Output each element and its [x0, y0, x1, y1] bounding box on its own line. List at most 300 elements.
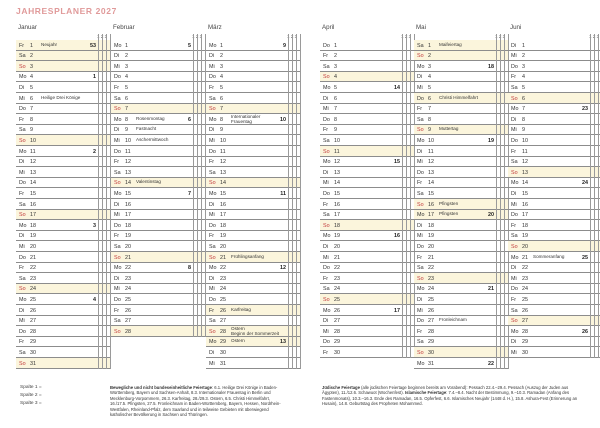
day-row[interactable]	[320, 199, 414, 210]
day-row[interactable]	[320, 347, 414, 358]
day-row[interactable]	[508, 146, 600, 157]
day-row[interactable]	[320, 220, 414, 231]
day-row[interactable]	[111, 72, 205, 83]
day-row[interactable]	[320, 72, 414, 83]
holiday-label	[533, 255, 564, 260]
weekday-label: Di	[323, 243, 329, 250]
day-number: 29	[522, 339, 528, 346]
day-row[interactable]	[206, 125, 300, 136]
day-row[interactable]	[414, 358, 508, 369]
day-row[interactable]	[206, 40, 300, 51]
day-row[interactable]	[206, 188, 300, 199]
day-row[interactable]	[206, 326, 300, 337]
day-number: 25	[220, 296, 226, 303]
day-row[interactable]	[206, 220, 300, 231]
day-number: 15	[220, 190, 226, 197]
weekday-label: Sa	[209, 318, 216, 325]
weekday-label: Mo	[511, 254, 519, 261]
day-row[interactable]	[320, 284, 414, 295]
day-row[interactable]	[16, 199, 110, 210]
day-row[interactable]	[508, 210, 600, 221]
day-number: 10	[220, 137, 226, 144]
day-row[interactable]	[16, 358, 110, 369]
weekday-label: Sa	[209, 169, 216, 176]
tally-column-divider	[402, 34, 403, 358]
day-row[interactable]	[206, 241, 300, 252]
weekday-label: Di	[417, 222, 423, 229]
day-row[interactable]	[16, 294, 110, 305]
holiday-label-line-2: Frauentag	[231, 118, 252, 124]
day-row[interactable]	[508, 252, 600, 263]
day-row[interactable]	[111, 326, 205, 337]
day-number: 15	[125, 190, 131, 197]
week-number: 3	[93, 222, 96, 229]
day-row[interactable]	[206, 51, 300, 62]
holiday-label-line-1: Pfingsten	[439, 211, 459, 217]
weekday-label: Di	[417, 296, 423, 303]
day-number: 24	[522, 286, 528, 293]
day-number: 26	[428, 307, 434, 314]
day-number: 9	[220, 127, 223, 134]
day-row[interactable]	[111, 178, 205, 189]
day-row[interactable]	[16, 146, 110, 157]
day-row[interactable]	[16, 220, 110, 231]
day-row[interactable]	[414, 178, 508, 189]
day-number: 22	[125, 265, 131, 272]
day-row[interactable]	[111, 40, 205, 51]
day-row[interactable]	[111, 231, 205, 242]
day-row[interactable]	[508, 294, 600, 305]
day-row[interactable]	[320, 135, 414, 146]
day-row[interactable]	[206, 358, 300, 369]
day-row[interactable]	[111, 220, 205, 231]
holiday-label	[231, 255, 264, 260]
day-row[interactable]	[508, 231, 600, 242]
day-row[interactable]	[508, 178, 600, 189]
day-row[interactable]	[320, 82, 414, 93]
day-row[interactable]	[508, 284, 600, 295]
day-row[interactable]	[111, 273, 205, 284]
day-row[interactable]	[508, 220, 600, 231]
day-row[interactable]	[320, 61, 414, 72]
day-row[interactable]	[320, 146, 414, 157]
weekday-label: Sa	[19, 349, 26, 356]
weekday-label: Sa	[511, 84, 518, 91]
day-row[interactable]	[16, 167, 110, 178]
weekday-label: Mi	[323, 254, 329, 261]
day-number: 30	[428, 349, 434, 356]
day-row[interactable]	[320, 188, 414, 199]
day-number: 13	[334, 169, 340, 176]
day-row[interactable]	[16, 104, 110, 115]
day-row[interactable]	[16, 51, 110, 62]
day-number: 20	[220, 243, 226, 250]
day-row[interactable]	[414, 326, 508, 337]
day-row[interactable]	[320, 337, 414, 348]
day-number: 10	[522, 137, 528, 144]
day-row[interactable]	[508, 337, 600, 348]
day-row[interactable]	[206, 316, 300, 327]
weekday-label: Mo	[511, 180, 519, 187]
day-number: 25	[125, 296, 131, 303]
day-row[interactable]	[16, 157, 110, 168]
weekday-label: Fr	[323, 53, 329, 60]
weekday-label: Mi	[209, 63, 215, 70]
weekday-label: Fr	[19, 190, 25, 197]
day-number: 6	[30, 95, 33, 102]
day-row[interactable]	[111, 188, 205, 199]
day-row[interactable]	[320, 51, 414, 62]
day-number: 27	[220, 318, 226, 325]
day-row[interactable]	[320, 326, 414, 337]
weekday-label: So	[511, 243, 518, 250]
week-number: 12	[280, 265, 286, 272]
day-row[interactable]	[206, 294, 300, 305]
weekday-label: So	[511, 95, 518, 102]
weekday-label: So	[19, 63, 26, 70]
day-row[interactable]	[206, 72, 300, 83]
day-row[interactable]	[206, 284, 300, 295]
day-row[interactable]	[111, 252, 205, 263]
day-row[interactable]	[320, 40, 414, 51]
day-row[interactable]	[508, 104, 600, 115]
week-number: 22	[488, 360, 494, 367]
day-row[interactable]	[111, 125, 205, 136]
day-row[interactable]	[508, 273, 600, 284]
day-number: 9	[522, 127, 525, 134]
day-row[interactable]	[414, 294, 508, 305]
day-number: 24	[334, 286, 340, 293]
day-row[interactable]	[320, 167, 414, 178]
day-row[interactable]	[16, 114, 110, 125]
day-row[interactable]	[206, 252, 300, 263]
day-row[interactable]	[206, 167, 300, 178]
day-row[interactable]	[414, 273, 508, 284]
day-row[interactable]	[111, 104, 205, 115]
day-row[interactable]	[111, 241, 205, 252]
weekday-label: Fr	[114, 233, 120, 240]
day-row[interactable]	[508, 93, 600, 104]
weekday-label: Sa	[323, 286, 330, 293]
day-row[interactable]	[320, 125, 414, 136]
weekday-label: Sa	[323, 63, 330, 70]
day-row[interactable]	[16, 231, 110, 242]
day-row[interactable]	[508, 51, 600, 62]
day-row[interactable]	[414, 347, 508, 358]
day-row[interactable]	[111, 146, 205, 157]
day-row[interactable]	[320, 305, 414, 316]
day-row[interactable]	[414, 104, 508, 115]
day-number: 12	[220, 159, 226, 166]
day-row[interactable]	[111, 294, 205, 305]
day-row[interactable]	[508, 167, 600, 178]
day-number: 7	[30, 106, 33, 113]
day-number: 28	[125, 328, 131, 335]
day-row[interactable]	[206, 82, 300, 93]
day-row[interactable]	[16, 263, 110, 274]
day-row[interactable]	[508, 326, 600, 337]
weekday-label: Mi	[323, 328, 329, 335]
day-row[interactable]	[414, 146, 508, 157]
weekday-label: Fr	[19, 339, 25, 346]
day-row[interactable]	[508, 305, 600, 316]
day-row[interactable]	[508, 199, 600, 210]
day-row[interactable]	[16, 273, 110, 284]
tally-column-divider	[598, 34, 599, 358]
day-row[interactable]	[16, 284, 110, 295]
weekday-label: Sa	[511, 159, 518, 166]
day-number: 18	[334, 222, 340, 229]
day-row[interactable]	[508, 114, 600, 125]
day-row[interactable]	[414, 316, 508, 327]
day-row[interactable]	[414, 135, 508, 146]
day-row[interactable]	[111, 284, 205, 295]
day-row[interactable]	[508, 188, 600, 199]
day-row[interactable]	[111, 316, 205, 327]
day-row[interactable]	[508, 40, 600, 51]
day-row[interactable]	[206, 135, 300, 146]
day-row[interactable]	[320, 252, 414, 263]
day-row[interactable]	[206, 114, 300, 125]
page-title: JAHRESPLANER 2027	[16, 6, 117, 16]
day-row[interactable]	[320, 210, 414, 221]
day-row[interactable]	[206, 61, 300, 72]
day-row[interactable]	[414, 61, 508, 72]
day-row[interactable]	[414, 51, 508, 62]
day-row[interactable]	[414, 40, 508, 51]
day-number: 15	[522, 190, 528, 197]
weekday-label: Mi	[19, 169, 25, 176]
tally-column-divider	[504, 34, 505, 369]
day-row[interactable]	[16, 178, 110, 189]
day-number: 1	[522, 42, 525, 49]
day-row[interactable]	[414, 220, 508, 231]
day-row[interactable]	[206, 104, 300, 115]
day-row[interactable]	[16, 305, 110, 316]
day-row[interactable]	[508, 263, 600, 274]
weekday-label: Fr	[209, 84, 215, 91]
day-row[interactable]	[320, 178, 414, 189]
day-row[interactable]	[414, 82, 508, 93]
day-row[interactable]	[111, 167, 205, 178]
day-row[interactable]	[111, 61, 205, 72]
day-row[interactable]	[206, 337, 300, 348]
day-row[interactable]	[111, 199, 205, 210]
day-number: 8	[220, 116, 223, 123]
day-row[interactable]	[414, 167, 508, 178]
day-number: 18	[125, 222, 131, 229]
day-row[interactable]	[508, 125, 600, 136]
day-row[interactable]	[206, 210, 300, 221]
day-row[interactable]	[414, 72, 508, 83]
day-row[interactable]	[508, 135, 600, 146]
day-row[interactable]	[111, 305, 205, 316]
day-row[interactable]	[508, 241, 600, 252]
day-row[interactable]	[320, 114, 414, 125]
tally-column-divider	[292, 34, 293, 369]
day-row[interactable]	[414, 188, 508, 199]
day-row[interactable]	[206, 199, 300, 210]
day-row[interactable]	[320, 316, 414, 327]
day-number: 13	[30, 169, 36, 176]
day-row[interactable]	[111, 93, 205, 104]
day-row[interactable]	[414, 93, 508, 104]
day-row[interactable]	[111, 51, 205, 62]
day-number: 7	[522, 106, 525, 113]
day-row[interactable]	[414, 305, 508, 316]
week-number: 8	[188, 265, 191, 272]
day-number: 2	[125, 53, 128, 60]
day-number: 17	[428, 212, 434, 219]
day-number: 2	[522, 53, 525, 60]
day-row[interactable]	[508, 316, 600, 327]
day-row[interactable]	[414, 199, 508, 210]
week-number: 23	[582, 106, 588, 113]
footnote-jewish-text: (alle jüdischen Feiertage beginnen bereits am Vorabend): Pessach 22.4.–29.4. Pessach (Auszug der Juden aus Ägypten), 11./12.6. Schawuot (Wochenfest).	[322, 385, 569, 396]
weekday-label: Sa	[417, 116, 424, 123]
holiday-label	[439, 96, 478, 101]
weekday-label: Fr	[323, 349, 329, 356]
weekday-label: Di	[209, 127, 215, 134]
day-row[interactable]	[16, 210, 110, 221]
weekday-label: Mo	[114, 190, 122, 197]
day-row[interactable]	[414, 231, 508, 242]
day-number: 30	[334, 349, 340, 356]
day-row[interactable]	[508, 72, 600, 83]
weekday-label: Di	[209, 275, 215, 282]
day-row[interactable]	[320, 241, 414, 252]
week-number: 1	[93, 74, 96, 81]
weekday-label: Mo	[511, 328, 519, 335]
day-row[interactable]	[320, 273, 414, 284]
weekday-label: Do	[323, 116, 330, 123]
day-number: 3	[220, 63, 223, 70]
day-row[interactable]	[206, 273, 300, 284]
day-row[interactable]	[206, 347, 300, 358]
day-row[interactable]	[320, 263, 414, 274]
day-number: 22	[30, 265, 36, 272]
weekday-label: Mi	[417, 307, 423, 314]
day-row[interactable]	[111, 263, 205, 274]
day-row[interactable]	[414, 337, 508, 348]
day-number: 29	[30, 339, 36, 346]
holiday-label	[231, 339, 245, 344]
day-row[interactable]	[16, 125, 110, 136]
day-row[interactable]	[414, 114, 508, 125]
day-row[interactable]	[508, 157, 600, 168]
tally-column-divider	[500, 34, 501, 369]
weekday-label: Fr	[417, 254, 423, 261]
day-row[interactable]	[206, 93, 300, 104]
day-row[interactable]	[16, 61, 110, 72]
day-row[interactable]	[320, 93, 414, 104]
weekday-label: So	[417, 275, 424, 282]
day-number: 23	[220, 275, 226, 282]
weekday-label: So	[114, 328, 121, 335]
weekday-label: Di	[323, 95, 329, 102]
day-row[interactable]	[16, 326, 110, 337]
day-row[interactable]	[16, 241, 110, 252]
day-row[interactable]	[414, 210, 508, 221]
day-row[interactable]	[206, 146, 300, 157]
month-name: Juni	[510, 24, 522, 31]
week-number: 24	[582, 180, 588, 187]
day-row[interactable]	[16, 82, 110, 93]
day-number: 27	[125, 318, 131, 325]
day-row[interactable]	[111, 210, 205, 221]
week-number: 5	[188, 42, 191, 49]
weekday-label: Mo	[209, 190, 217, 197]
weekday-label: Do	[417, 169, 424, 176]
day-row[interactable]	[206, 178, 300, 189]
day-row[interactable]	[16, 316, 110, 327]
day-row[interactable]	[320, 157, 414, 168]
day-number: 28	[334, 328, 340, 335]
day-row[interactable]	[16, 72, 110, 83]
day-number: 26	[125, 307, 131, 314]
day-number: 11	[125, 148, 131, 155]
day-row[interactable]	[320, 104, 414, 115]
day-row[interactable]	[320, 294, 414, 305]
day-row[interactable]	[16, 347, 110, 358]
day-number: 22	[428, 265, 434, 272]
day-number: 26	[220, 307, 226, 314]
holiday-label	[439, 318, 467, 323]
day-row[interactable]	[16, 135, 110, 146]
day-row[interactable]	[206, 157, 300, 168]
day-row[interactable]	[414, 125, 508, 136]
month-column	[111, 0, 205, 400]
day-row[interactable]	[111, 157, 205, 168]
day-row[interactable]	[16, 188, 110, 199]
weekday-label: So	[323, 222, 330, 229]
weekday-label: So	[209, 106, 216, 113]
week-number: 15	[394, 159, 400, 166]
day-row[interactable]	[414, 284, 508, 295]
day-row[interactable]	[508, 82, 600, 93]
day-row[interactable]	[508, 347, 600, 358]
day-row[interactable]	[16, 40, 110, 51]
day-number: 8	[30, 116, 33, 123]
day-row[interactable]	[206, 231, 300, 242]
tally-column-divider	[201, 34, 202, 337]
weekday-label: Fr	[209, 159, 215, 166]
day-row[interactable]	[508, 61, 600, 72]
week-number: 11	[280, 190, 286, 197]
day-row[interactable]	[414, 263, 508, 274]
day-row[interactable]	[206, 305, 300, 316]
day-row[interactable]	[414, 157, 508, 168]
day-row[interactable]	[16, 93, 110, 104]
column-numbers: 1 2 3	[495, 34, 506, 39]
day-row[interactable]	[16, 252, 110, 263]
day-number: 13	[220, 169, 226, 176]
weekday-label: Fr	[511, 222, 517, 229]
day-row[interactable]	[320, 231, 414, 242]
day-row[interactable]	[111, 135, 205, 146]
day-number: 31	[428, 360, 434, 367]
weekday-label: Mo	[417, 360, 425, 367]
weekday-label: Di	[209, 53, 215, 60]
day-row[interactable]	[111, 114, 205, 125]
holiday-label-line-1: Rosenmontag	[136, 115, 165, 121]
day-row[interactable]	[414, 241, 508, 252]
day-row[interactable]	[111, 82, 205, 93]
day-row[interactable]	[206, 263, 300, 274]
weekday-label: Mo	[417, 137, 425, 144]
day-row[interactable]	[16, 337, 110, 348]
day-row[interactable]	[414, 252, 508, 263]
